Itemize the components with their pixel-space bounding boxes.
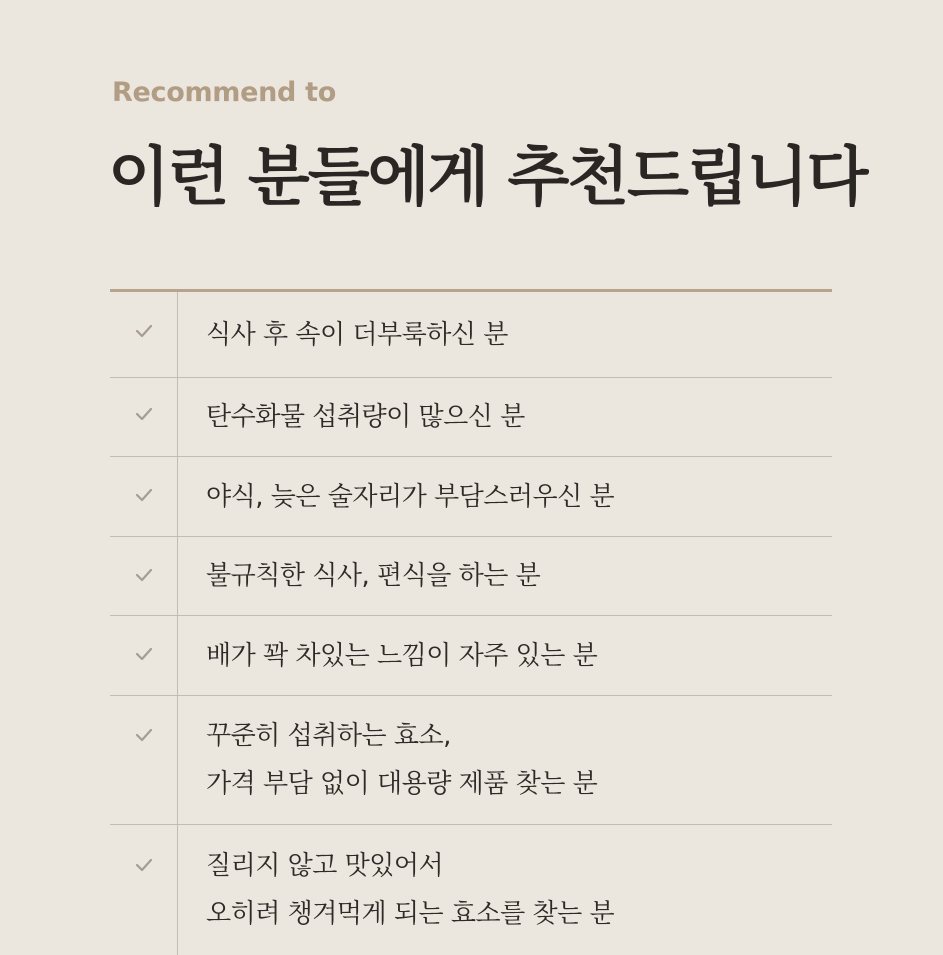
- check-cell: [110, 825, 178, 955]
- check-cell: [110, 537, 178, 615]
- list-item-line: 야식, 늦은 술자리가 부담스러우신 분: [206, 481, 615, 512]
- list-item-line: 오히려 챙겨먹게 되는 효소를 찾는 분: [206, 899, 615, 929]
- checkmark-icon: [135, 488, 153, 502]
- list-item: [110, 457, 832, 537]
- list-item: [110, 378, 832, 457]
- checkmark-icon: [135, 728, 153, 742]
- list-item-text: [178, 825, 832, 955]
- check-cell: [110, 696, 178, 824]
- list-item-text: [178, 292, 832, 377]
- list-item: [110, 616, 832, 696]
- list-item-line: 꾸준히 섭취하는 효소,: [206, 721, 451, 751]
- list-item-text: [178, 696, 832, 824]
- checkmark-icon: [135, 568, 153, 582]
- checkmark-icon: [135, 858, 153, 872]
- list-item: [110, 292, 832, 378]
- list-item-line: 질리지 않고 맛있어서: [206, 851, 444, 881]
- list-item: [110, 696, 832, 825]
- section-eyebrow: Recommend to: [112, 77, 337, 108]
- check-cell: [110, 292, 178, 377]
- list-item-line: 배가 꽉 차있는 느낌이 자주 있는 분: [206, 640, 598, 671]
- list-item-text: [178, 537, 832, 615]
- checkmark-icon: [135, 324, 153, 338]
- check-cell: [110, 378, 178, 456]
- recommendation-list: [110, 289, 832, 955]
- list-item-text: [178, 616, 832, 695]
- list-item-line: 가격 부담 없이 대용량 제품 찾는 분: [206, 769, 598, 799]
- list-item: [110, 537, 832, 616]
- page-title: 이런 분들에게 추천드립니다: [108, 141, 867, 215]
- list-item-text: [178, 457, 832, 536]
- list-item-line: 식사 후 속이 더부룩하신 분: [206, 319, 508, 350]
- checkmark-icon: [135, 407, 153, 421]
- list-item-text: [178, 378, 832, 456]
- list-item-line: 탄수화물 섭취량이 많으신 분: [206, 402, 525, 432]
- check-cell: [110, 457, 178, 536]
- check-cell: [110, 616, 178, 695]
- list-item: [110, 825, 832, 955]
- checkmark-icon: [135, 647, 153, 661]
- list-item-line: 불규칙한 식사, 편식을 하는 분: [206, 561, 541, 591]
